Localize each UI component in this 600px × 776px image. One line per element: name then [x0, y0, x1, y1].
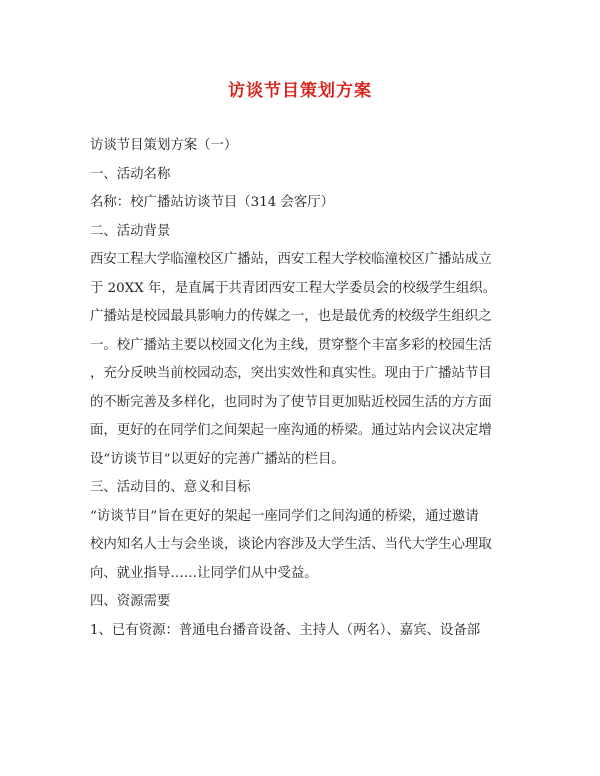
text-line: 于 20XX 年，是直属于共青团西安工程大学委员会的校级学生组织。: [90, 280, 497, 296]
heading-activity-name: 一、活动名称: [90, 166, 171, 182]
document-body: [90, 132, 510, 645]
text-line: 向、就业指导……让同学们从中受益。: [90, 565, 318, 581]
heading-activity-background: 二、活动背景: [90, 223, 171, 239]
heading-activity-goals: 三、活动目的、意义和目标: [90, 480, 251, 495]
text-line: 的不断完善及多样化，也同时为了使节目更加贴近校园生活的方方面: [90, 394, 492, 410]
text-line: 一。校广播站主要以校园文化为主线，贯穿整个丰富多彩的校园生活: [90, 337, 492, 353]
text-line: 面，更好的在同学们之间架起一座沟通的桥梁。通过站内会议决定增: [90, 423, 492, 438]
text-line: 设“访谈节目”以更好的完善广播站的栏目。: [90, 451, 345, 467]
text-line: ，充分反映当前校园动态，突出实效性和真实性。现由于广播站节目: [90, 366, 492, 381]
text-line: 西安工程大学临潼校区广播站，西安工程大学校临潼校区广播站成立: [90, 252, 492, 267]
section-title: 访谈节目策划方案（一）: [90, 138, 238, 153]
document-title: 访谈节目策划方案: [228, 81, 372, 101]
text-line: 1、已有资源：普通电台播音设备、主持人（两名）、嘉宾、设备部: [90, 622, 481, 638]
text-line: “访谈节目”旨在更好的架起一座同学们之间沟通的桥梁，通过邀请: [90, 508, 479, 524]
text-line: 名称：校广播站访谈节目（314 会客厅）: [90, 195, 335, 210]
text-line: 广播站是校园最具影响力的传媒之一，也是最优秀的校级学生组织之: [90, 309, 492, 324]
heading-resource-needs: 四、资源需要: [90, 594, 171, 609]
text-line: 校内知名人士与会坐谈，谈论内容涉及大学生活、当代大学生心理取: [90, 537, 492, 552]
